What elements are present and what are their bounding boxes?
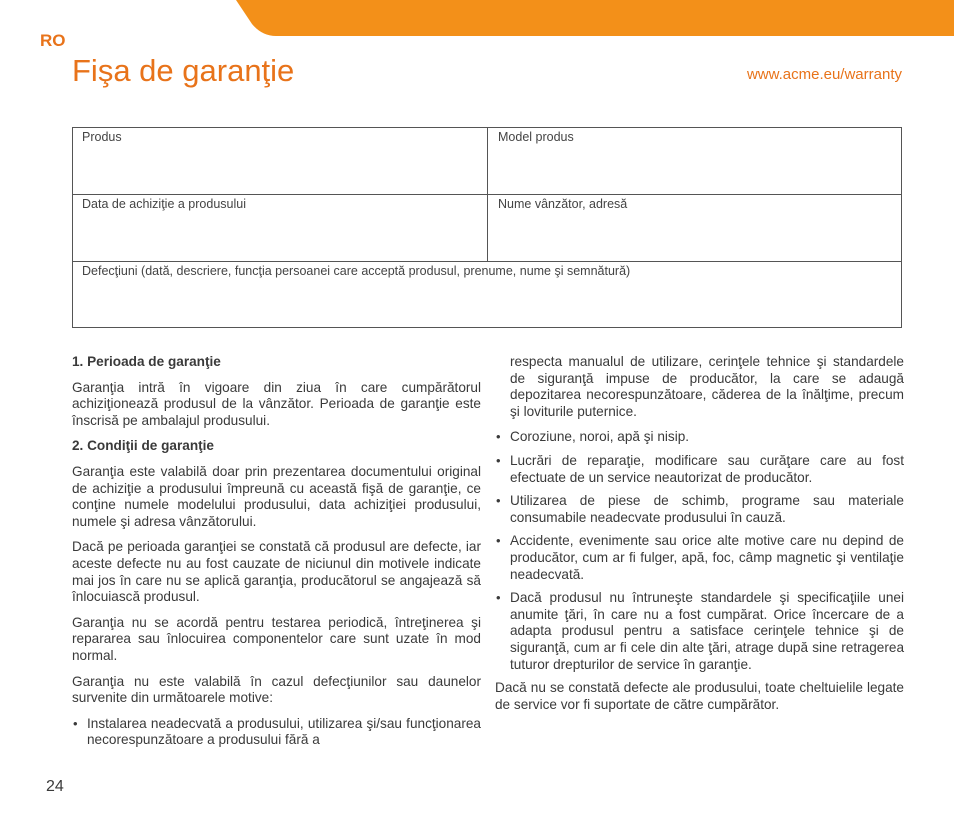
form-row-product: [73, 128, 901, 195]
list-item-continuation: respecta manualul de utilizare, cerinţele tehnice şi standardele de siguranţă impuse de producător, la care se adaugă depozitarea necorespunzătoare, căderea de la înălţime, precum şi loviturile puternice.: [510, 354, 904, 419]
left-column-text: [72, 354, 481, 756]
closing-paragraph: Dacă nu se constată defecte ale produsului, toate cheltuielile legate de service vor fi suportate de către cumpărător.: [495, 680, 904, 712]
list-item: [495, 453, 904, 486]
section-2-paragraph-1: Garanţia este valabilă doar prin prezentarea documentului original de achiziţie a produsului împreună cu această fişă de garanţie, ce conţine numele modelului produsului, data achiziţiei produsului, numele şi adresa vânzătorului.: [72, 463, 481, 529]
bullet-icon: •: [496, 493, 501, 509]
list-item-text: Lucrări de reparaţie, modificare sau curăţare care au fost efectuate de un service neautorizat de producător.: [510, 452, 904, 485]
warranty-form-table: [72, 127, 902, 328]
field-defects[interactable]: [73, 262, 901, 328]
section-1-paragraph: Garanţia intră în vigoare din ziua în care cumpărătorul achiziţionează produsul de la vânzător. Perioada de garanţie este înscrisă pe ambalajul produsului.: [72, 379, 481, 428]
bullet-icon: •: [496, 590, 501, 606]
list-item-text: Instalarea neadecvată a produsului, utilizarea şi/sau funcţionarea necorespunzătoare a produsului fără a: [87, 715, 481, 748]
bullet-icon: •: [496, 533, 501, 549]
list-item-text: Coroziune, noroi, apă şi nisip.: [510, 429, 690, 445]
banner-shape: [236, 0, 954, 36]
form-row-purchase: [73, 195, 901, 262]
field-seller[interactable]: [488, 195, 901, 261]
right-column-text: [495, 354, 904, 722]
field-product-label: Produs: [82, 130, 122, 144]
page-number: 24: [46, 778, 64, 795]
exclusions-list-start: [72, 716, 481, 749]
list-item-text: Dacă produsul nu întruneşte standardele şi specificaţiile unei anumite ţări, în care nu a fost cumpărat. Orice încercare de a adapta produsul pentru a satisface cerinţele tehnice şi de siguranţă, cum ar fi cele din alte ţări, atrage după sine retragerea tuturor drepturilor de service în garanţie.: [510, 590, 904, 672]
field-seller-label: Nume vânzător, adresă: [498, 197, 628, 211]
list-item: [495, 533, 904, 583]
list-item: [495, 429, 904, 446]
list-item-text: Utilizarea de piese de schimb, programe sau materiale consumabile neadecvate produsului în cauză.: [510, 493, 904, 525]
page-title: Fişa de garanţie: [72, 53, 295, 88]
list-item: [495, 590, 904, 673]
field-defects-label: Defecţiuni (dată, descriere, funcţia persoanei care acceptă produsul, prenume, nume şi semnătură): [82, 264, 631, 278]
language-code: RO: [40, 31, 66, 50]
exclusions-list: [495, 429, 904, 673]
field-purchase-date[interactable]: [73, 195, 488, 261]
section-2-paragraph-2: Dacă pe perioada garanţiei se constată că produsul are defecte, iar aceste defecte nu au fost cauzate de niciunul din motivele indicate mai jos în care nu se aplică garanţia, producătorul se angajează să înlocuiască produsul.: [72, 539, 481, 605]
bullet-icon: •: [73, 715, 78, 731]
list-item: [72, 716, 481, 749]
form-row-defects: [73, 262, 901, 328]
orange-header-banner: [0, 0, 954, 36]
bullet-icon: •: [496, 452, 501, 468]
bullet-icon: •: [496, 429, 501, 445]
section-2-paragraph-4: Garanţia nu este valabilă în cazul defecţiunilor sau daunelor survenite din următoarele motive:: [72, 673, 481, 706]
field-purchase-date-label: Data de achiziţie a produsului: [82, 197, 246, 211]
field-product-model-label: Model produs: [498, 130, 574, 144]
field-product[interactable]: [73, 128, 488, 194]
section-1-heading: 1. Perioada de garanţie: [72, 354, 221, 369]
warranty-url-link[interactable]: www.acme.eu/warranty: [746, 66, 902, 83]
field-product-model[interactable]: [488, 128, 901, 194]
section-2-heading: 2. Condiţii de garanţie: [72, 438, 214, 454]
list-item-text: Accidente, evenimente sau orice alte motive care nu depind de producător, cum ar fi fulger, apă, foc, câmp magnetic şi ventilaţie neadecvată.: [510, 533, 904, 582]
list-item: [495, 493, 904, 526]
section-2-paragraph-3: Garanţia nu se acordă pentru testarea periodică, întreţinerea şi repararea sau înlocuirea componentelor care sunt uzate în mod normal.: [72, 614, 481, 663]
